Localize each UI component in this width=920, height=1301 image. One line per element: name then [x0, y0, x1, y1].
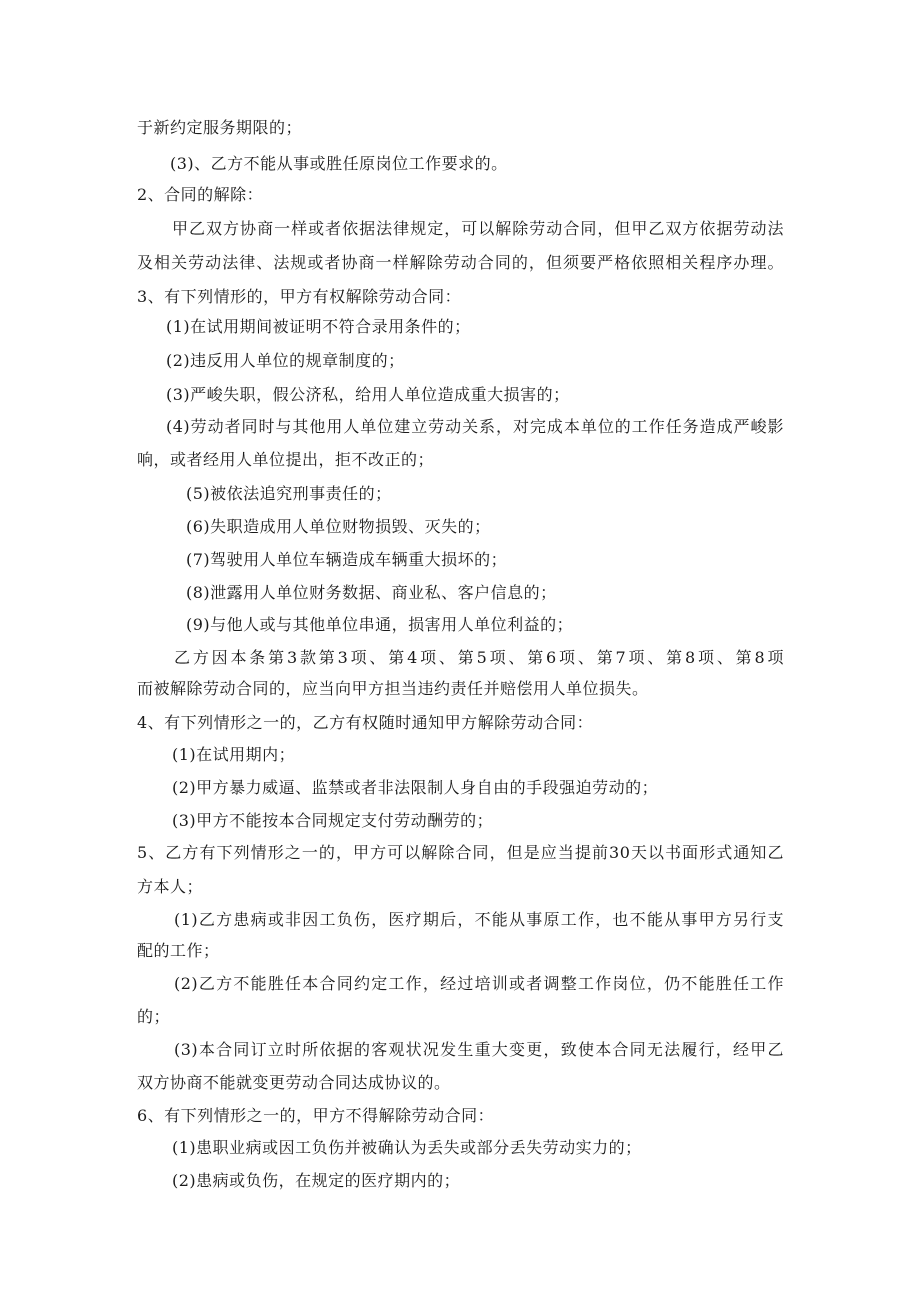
list-item: (7)驾驶用人单位车辆造成车辆重大损坏的；: [186, 550, 508, 569]
text-line: 响，或者经用人单位提出，拒不改正的；: [137, 450, 435, 469]
list-item: (3)本合同订立时所依据的客观状况发生重大变更，致使本合同无法履行，经甲乙: [174, 1040, 784, 1059]
list-item: (4)劳动者同时与其他用人单位建立劳动关系，对完成本单位的工作任务造成严峻影: [166, 417, 784, 436]
list-item: (1)乙方患病或非因工负伤，医疗期后，不能从事原工作，也不能从事甲方另行支: [174, 910, 784, 929]
list-item: (3)严峻失职，假公济私，给用人单位造成重大损害的；: [166, 385, 570, 404]
list-item: (9)与他人或与其他单位串通，损害用人单位利益的；: [186, 615, 574, 634]
list-item: (1)在试用期间被证明不符合录用条件的；: [166, 317, 471, 336]
list-item: (2)乙方不能胜任本合同约定工作，经过培训或者调整工作岗位，仍不能胜任工作: [174, 974, 784, 993]
text-line: 及相关劳动法律、法规或者协商一样解除劳动合同的，但须要严格依照相关程序办理。: [137, 253, 784, 272]
section-heading: 3、有下列情形的，甲方有权解除劳动合同：: [137, 287, 462, 306]
text-line: 双方协商不能就变更劳动合同达成协议的。: [137, 1073, 451, 1092]
section-heading: 6、有下列情形之一的，甲方不得解除劳动合同：: [137, 1106, 495, 1125]
list-item: (8)泄露用人单位财务数据、商业私、客户信息的；: [186, 583, 557, 602]
text-line: 方本人；: [137, 877, 204, 896]
list-item: (2)甲方暴力威逼、监禁或者非法限制人身自由的手段强迫劳动的；: [172, 778, 659, 797]
section-heading: 4、有下列情形之一的，乙方有权随时通知甲方解除劳动合同：: [137, 713, 594, 732]
list-item: (1)患职业病或因工负伤并被确认为丢失或部分丢失劳动实力的；: [172, 1138, 642, 1157]
list-item: (1)在试用期内；: [172, 745, 296, 764]
text-line: 配的工作；: [137, 941, 220, 960]
section-heading: 2、合同的解除：: [137, 185, 264, 204]
text-line: 而被解除劳动合同的，应当向甲方担当违约责任并赔偿用人单位损失。: [137, 679, 649, 698]
text-line: (3)、乙方不能从事或胜任原岗位工作要求的。: [170, 154, 508, 173]
text-line: 的；: [137, 1007, 171, 1026]
list-item: (5)被依法追究刑事责任的；: [186, 484, 392, 503]
text-line: 甲乙双方协商一样或者依据法律规定，可以解除劳动合同，但甲乙双方依据劳动法: [172, 219, 784, 238]
list-item: (2)患病或负伤，在规定的医疗期内的；: [172, 1171, 461, 1190]
list-item: (3)甲方不能按本合同规定支付劳动酬劳的；: [172, 811, 494, 830]
list-item: (2)违反用人单位的规章制度的；: [166, 351, 405, 370]
section-heading: 5、乙方有下列情形之一的，甲方可以解除合同，但是应当提前30天以书面形式通知乙: [137, 843, 784, 862]
list-item: (6)失职造成用人单位财物损毁、灭失的；: [186, 517, 491, 536]
text-line: 乙方因本条第3款第3项、第4项、第5项、第6项、第7项、第8项、第8项: [174, 648, 784, 667]
text-line: 于新约定服务期限的；: [137, 118, 303, 137]
